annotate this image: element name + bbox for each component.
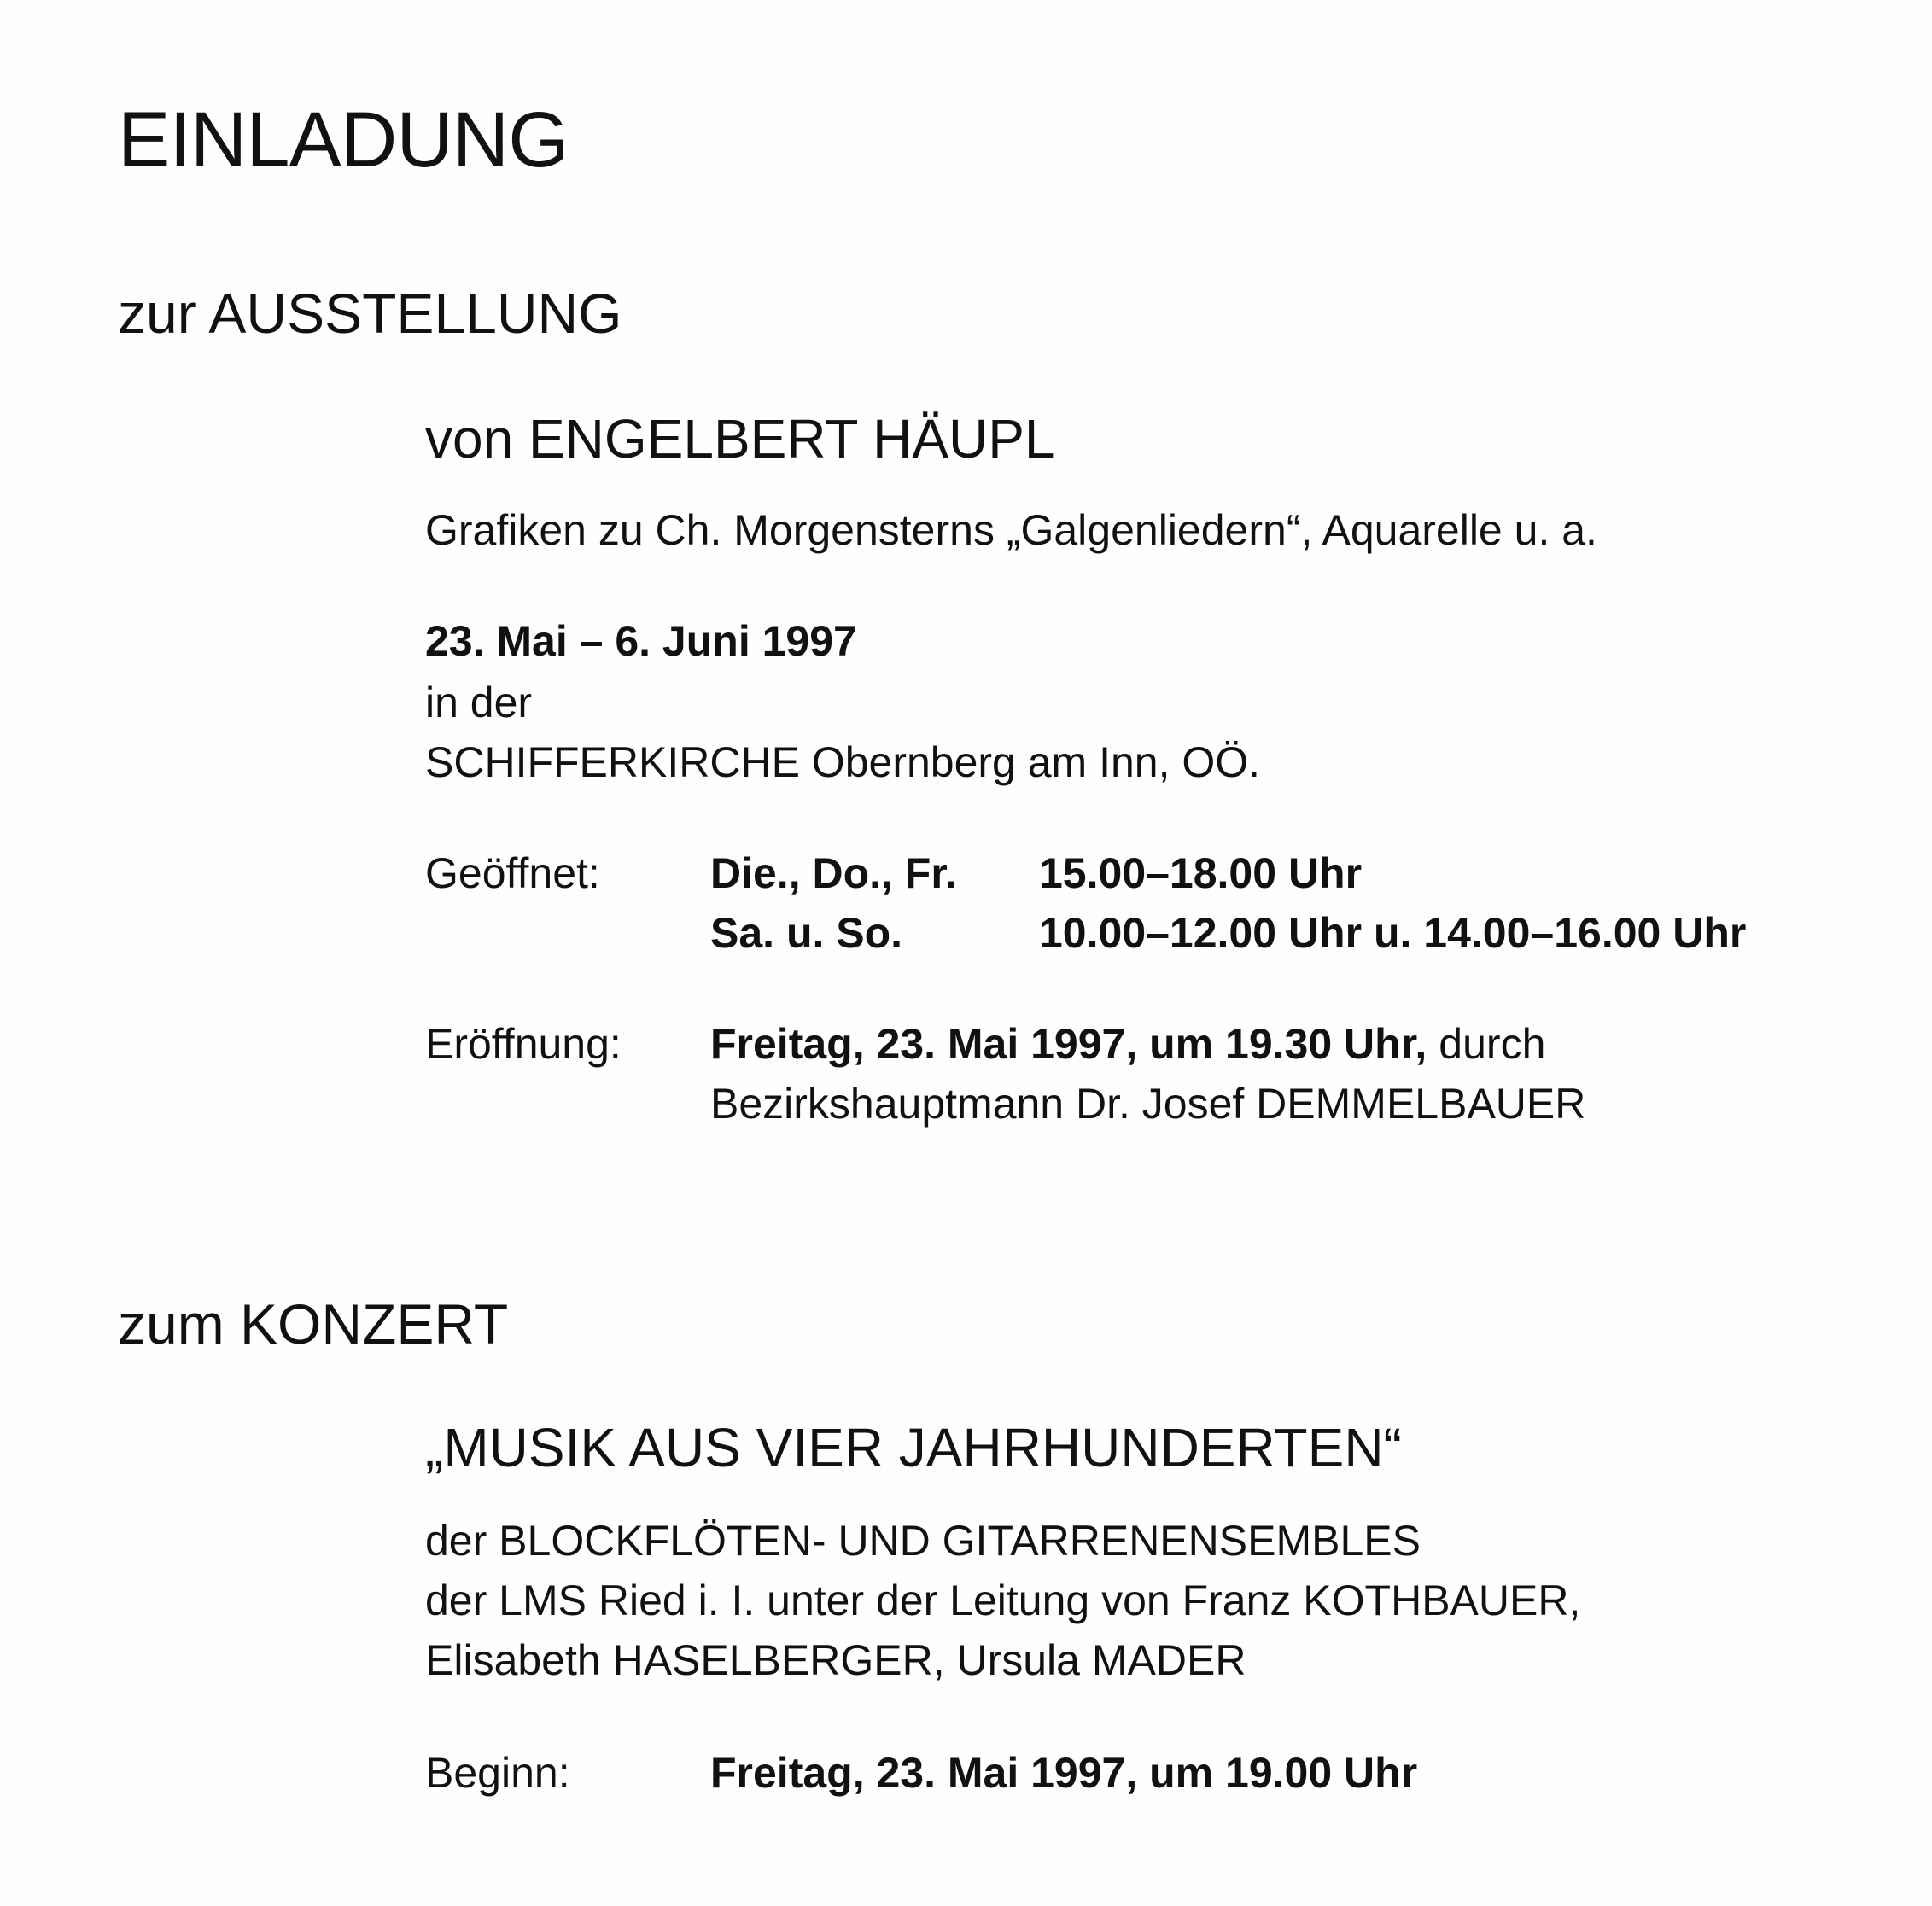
concert-heading: zum KONZERT bbox=[118, 1292, 509, 1355]
venue: SCHIFFERKIRCHE Obernberg am Inn, OÖ. bbox=[425, 738, 1261, 786]
opening-datetime: Freitag, 23. Mai 1997, um 19.30 Uhr, bbox=[710, 1020, 1427, 1068]
exhibition-heading: zur AUSSTELLUNG bbox=[118, 282, 622, 345]
hours-days-weekday: Die., Do., Fr. bbox=[710, 849, 957, 897]
hours-label: Geöffnet: bbox=[425, 849, 600, 897]
hours-time-weekday: 15.00–18.00 Uhr bbox=[1039, 849, 1363, 897]
invitation-title: EINLADUNG bbox=[118, 96, 569, 184]
start-label: Beginn: bbox=[425, 1749, 570, 1797]
opening-by: Bezirkshauptmann Dr. Josef DEMMELBAUER bbox=[710, 1080, 1586, 1128]
concert-line-1: der BLOCKFLÖTEN- UND GITARRENENSEMBLES bbox=[425, 1517, 1421, 1565]
opening-durch: durch bbox=[1439, 1020, 1546, 1068]
start-datetime: Freitag, 23. Mai 1997, um 19.00 Uhr bbox=[710, 1749, 1418, 1797]
opening-label: Eröffnung: bbox=[425, 1020, 622, 1068]
artist-name: von ENGELBERT HÄUPL bbox=[425, 408, 1055, 469]
opening-line bbox=[710, 1020, 1546, 1068]
hours-days-weekend: Sa. u. So. bbox=[710, 909, 903, 957]
exhibition-dates: 23. Mai – 6. Juni 1997 bbox=[425, 617, 857, 665]
concert-line-3: Elisabeth HASELBERGER, Ursula MADER bbox=[425, 1636, 1246, 1684]
venue-prefix: in der bbox=[425, 679, 533, 726]
concert-title: „MUSIK AUS VIER JAHRHUNDERTEN“ bbox=[425, 1417, 1402, 1478]
hours-time-weekend: 10.00–12.00 Uhr u. 14.00–16.00 Uhr bbox=[1039, 909, 1747, 957]
exhibition-description: Grafiken zu Ch. Morgensterns „Galgenliedern“, Aquarelle u. a. bbox=[425, 506, 1597, 554]
concert-line-2: der LMS Ried i. I. unter der Leitung von Franz KOTHBAUER, bbox=[425, 1577, 1581, 1624]
